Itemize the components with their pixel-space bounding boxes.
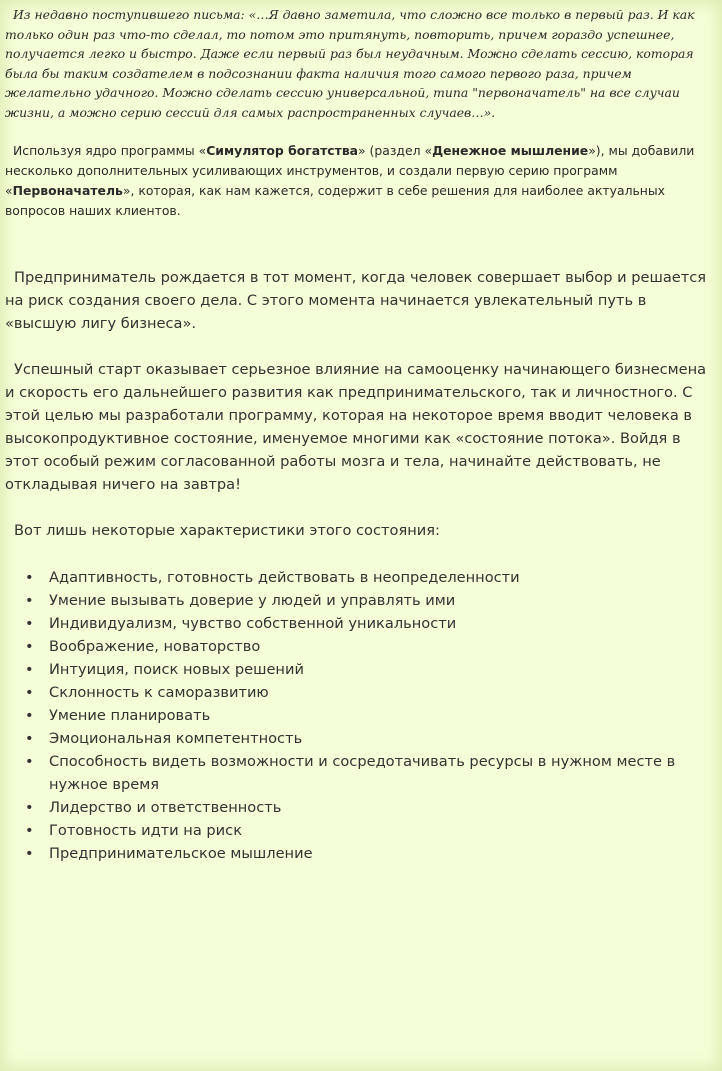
list-item: • Умение вызывать доверие у людей и управлять ими [24,589,714,612]
list-item: • Склонность к саморазвитию [24,681,714,704]
list-item: • Способность видеть возможности и сосредотачивать ресурсы в нужном месте в нужное время [24,750,714,796]
paragraph-characteristics-intro: Вот лишь некоторые характеристики этого состояния: [14,522,440,539]
bullet-dot: • [25,592,34,609]
list-item: • Эмоциональная компетентность [24,727,714,750]
list-item: • Готовность идти на риск [24,819,714,842]
intro-bold-program: Симулятор богатства [206,143,359,158]
list-item: • Умение планировать [24,704,714,727]
list-item: • Индивидуализм, чувство собственной уникальности [24,612,714,635]
bullet-dot: • [25,822,34,839]
list-item: • Воображение, новаторство [24,635,714,658]
intro-bold-series: Первоначатель [12,183,123,198]
paragraph-entrepreneur: Предприниматель рождается в тот момент, когда человек совершает выбор и решается на риск создания своего дела. С этого момента начинается увлекательный путь в «высшую лигу бизнеса». [5,269,707,332]
intro-text-1: Используя ядро программы « [13,143,207,158]
letter-quote: Из недавно поступившего письма: «…Я давно заметила, что сложно все только в первый раз. И как только один раз что-то сделал, то потом это притянуть, повторить, причем гораздо успешнее, получается легко и быстро. Даже если первый раз был неудачным. Можно сделать сессию, которая была бы таким создателем в подсознании факта наличия того самого первого раза, причем желательно удачного. Можно сделать сессию универсальной, типа "первоначатель" на все случаи жизни, а можно серию сессий для самых распространенных случаев…». [5,7,695,120]
bullet-dot: • [25,684,34,701]
intro-paragraph [5,141,717,221]
bullet-dot: • [25,845,34,862]
bullet-dot: • [25,753,34,770]
bullet-dot: • [25,638,34,655]
intro-text-2: » (раздел « [358,143,433,158]
list-item: • Лидерство и ответственность [24,796,714,819]
bullet-dot: • [25,799,34,816]
list-item: • Адаптивность, готовность действовать в неопределенности [24,566,714,589]
bullet-dot: • [25,730,34,747]
bullet-dot: • [25,569,34,586]
bullet-dot: • [25,615,34,632]
paragraph-successful-start: Успешный старт оказывает серьезное влияние на самооценку начинающего бизнесмена и скорость его дальнейшего развития как предпринимательского, так и личностного. С этой целью мы разработали программу, которая на некоторое время вводит человека в высокопродуктивное состояние, именуемое многими как «состояние потока». Войдя в этот особый режим согласованной работы мозга и тела, начинайте действовать, не откладывая ничего на завтра! [5,361,707,493]
intro-bold-section: Денежное мышление [432,143,589,158]
list-item: • Интуиция, поиск новых решений [24,658,714,681]
characteristics-list [24,566,714,865]
intro-text-4: », которая, как нам кажется, содержит в себе решения для наиболее актуальных вопросов наших клиентов. [5,183,666,218]
intro-text-3: »), мы добавили несколько дополнительных усиливающих инструментов, и создали первую серию программ « [5,143,695,198]
bullet-dot: • [25,707,34,724]
bullet-dot: • [25,661,34,678]
list-item: • Предпринимательское мышление [24,842,714,865]
